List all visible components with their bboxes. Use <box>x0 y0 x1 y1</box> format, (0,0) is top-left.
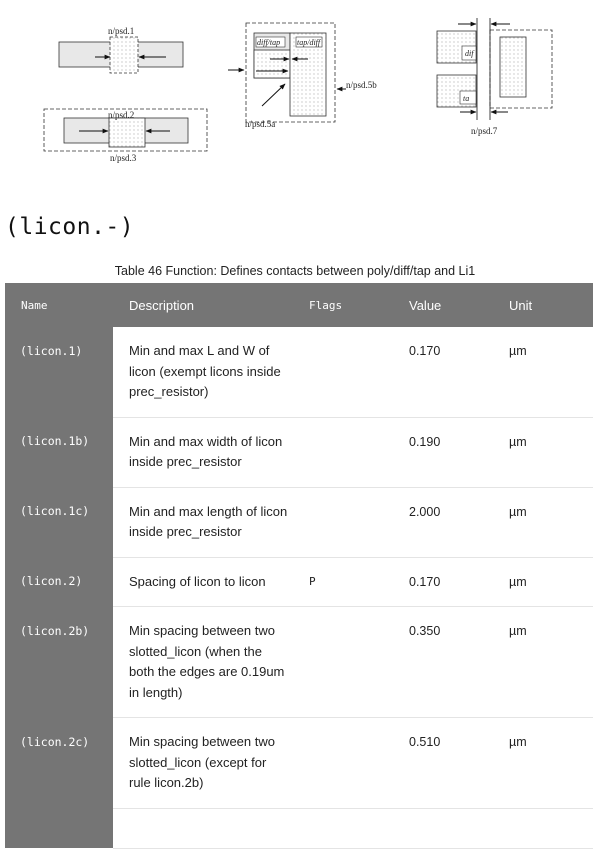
label-tapdiff: tap/diff <box>297 38 321 47</box>
table-row <box>5 487 593 557</box>
rule-description: Min and max width of licon inside prec_resistor <box>113 417 293 487</box>
rule-flags <box>293 607 393 718</box>
rule-unit: µm <box>493 417 593 487</box>
rule-value: 0.510 <box>393 718 493 809</box>
table-header-row <box>5 283 593 327</box>
rule-name: (licon.1c) <box>5 487 113 557</box>
col-header-value: Value <box>393 283 493 327</box>
rules-table <box>5 283 593 849</box>
diagram-psd1 <box>59 26 183 73</box>
label-ta: ta <box>463 94 470 103</box>
label-difftap: diff/tap <box>257 38 281 47</box>
rule-flags <box>293 808 393 848</box>
label-dif: dif <box>465 49 474 58</box>
label-psd1: n/psd.1 <box>108 26 135 36</box>
rule-flags <box>293 487 393 557</box>
label-psd3: n/psd.3 <box>110 153 137 163</box>
rule-flags <box>293 417 393 487</box>
rule-unit: µm <box>493 557 593 607</box>
col-header-description: Description <box>113 283 293 327</box>
rule-flags <box>293 327 393 417</box>
rule-flags <box>293 718 393 809</box>
rule-unit: µm <box>493 327 593 417</box>
section-heading: (licon.-) <box>5 214 135 240</box>
rule-unit: µm <box>493 718 593 809</box>
rule-description: Min and max L and W of licon (exempt licons inside prec_resistor) <box>113 327 293 417</box>
label-psd5a: n/psd.5a <box>245 119 276 129</box>
rule-unit: µm <box>493 487 593 557</box>
rule-unit: µm <box>493 607 593 718</box>
diagram-psd5 <box>228 23 377 129</box>
col-header-name: Name <box>5 283 113 327</box>
design-rule-figure <box>0 0 599 205</box>
rule-value: 0.170 <box>393 557 493 607</box>
table-row <box>5 607 593 718</box>
rule-description: Min spacing between two slotted_licon (except for rule licon.2b) <box>113 718 293 809</box>
rule-value: 2.000 <box>393 487 493 557</box>
table-row <box>5 417 593 487</box>
diagram-psd2-psd3 <box>44 109 207 163</box>
label-psd2: n/psd.2 <box>108 110 135 120</box>
table-row <box>5 718 593 809</box>
rule-unit <box>493 808 593 848</box>
table-row <box>5 808 593 848</box>
rule-value: 0.170 <box>393 327 493 417</box>
table-caption: Table 46 Function: Defines contacts between poly/diff/tap and Li1 <box>114 264 476 278</box>
rule-name: (licon.1) <box>5 327 113 417</box>
rule-name: (licon.1b) <box>5 417 113 487</box>
table-row <box>5 557 593 607</box>
rule-value: 0.350 <box>393 607 493 718</box>
rule-description: Min and max length of licon inside prec_resistor <box>113 487 293 557</box>
rule-description: Spacing of licon to licon <box>113 557 293 607</box>
diagram-psd7 <box>437 18 552 136</box>
rule-name: (licon.2) <box>5 557 113 607</box>
rule-value: 0.190 <box>393 417 493 487</box>
rule-name <box>5 808 113 848</box>
rule-name: (licon.2c) <box>5 718 113 809</box>
rule-value <box>393 808 493 848</box>
table-row <box>5 327 593 417</box>
rule-description <box>113 808 293 848</box>
rule-name: (licon.2b) <box>5 607 113 718</box>
col-header-flags: Flags <box>293 283 393 327</box>
label-psd5b: n/psd.5b <box>346 80 377 90</box>
col-header-unit: Unit <box>493 283 593 327</box>
rule-description: Min spacing between two slotted_licon (when the both the edges are 0.19um in length) <box>113 607 293 718</box>
rule-flags: P <box>293 557 393 607</box>
label-psd7: n/psd.7 <box>471 126 498 136</box>
